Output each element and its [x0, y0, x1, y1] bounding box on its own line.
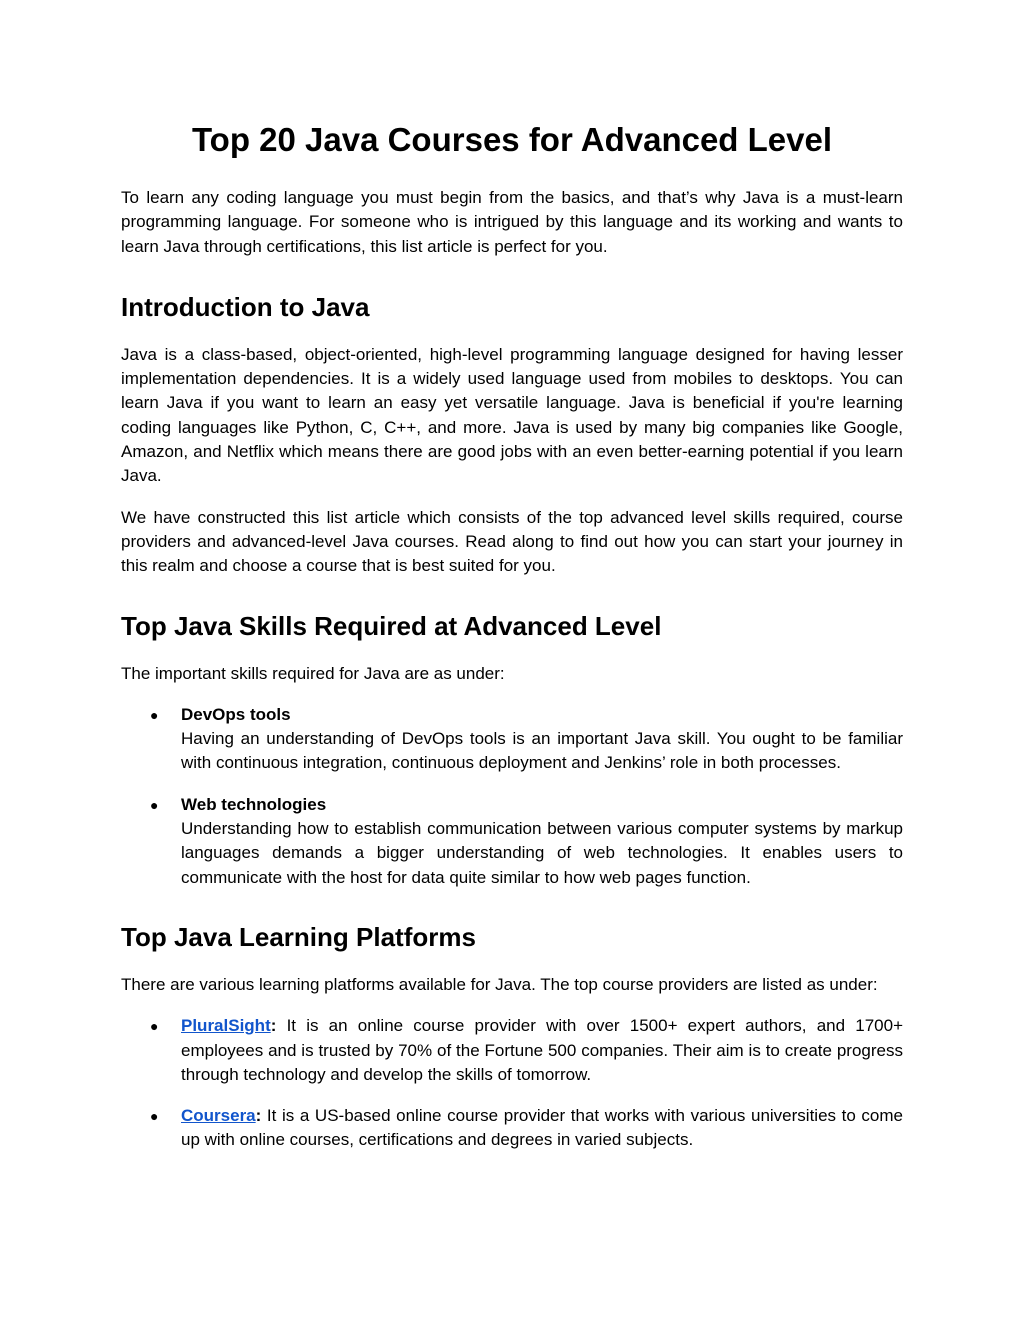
- coursera-description: It is a US-based online course provider that works with various universities to come up with online courses, certifications and degrees in varied subjects.: [181, 1106, 903, 1150]
- intro-java-paragraph-2: We have constructed this list article which consists of the top advanced level skills required, course providers and advanced-level Java courses. Read along to find out how you can start your journey in this realm and choose a course that is best suited for you.: [121, 507, 903, 576]
- heading-platforms: Top Java Learning Platforms: [121, 921, 476, 952]
- page-title: Top 20 Java Courses for Advanced Level: [191, 121, 833, 158]
- skill-body-devops: Having an understanding of DevOps tools is an important Java skill. You ought to be familiar with continuous integration, continuous deployment and Jenkins’ role in both processes.: [181, 729, 903, 773]
- document-page: [121, 118, 903, 1153]
- bullet-icon: ●: [150, 796, 159, 813]
- bullet-icon: ●: [150, 1108, 159, 1125]
- intro-java-paragraph-1: Java is a class-based, object-oriented, high-level programming language designed for having lesser implementation dependencies. It is a widely used language used from mobiles to desktops. You can learn Java if you want to learn an easy yet versatile language. Java is beneficial if you're learning coding languages like Python, C, C++, and more. Java is used by many big companies like Google, Amazon, and Netflix which means there are good jobs with an even better-earning potential if you learn Java.: [121, 344, 903, 486]
- pluralsight-description: It is an online course provider with over 1500+ expert authors, and 1700+ employees and is trusted by 70% of the Fortune 500 companies. Their aim is to create progress through technology and develop the skills of tomorrow.: [181, 1016, 903, 1084]
- coursera-link[interactable]: Coursera: [181, 1106, 256, 1126]
- heading-skills: Top Java Skills Required at Advanced Level: [121, 610, 662, 641]
- list-item: [121, 793, 903, 890]
- skills-list: [121, 703, 903, 890]
- bullet-icon: ●: [150, 706, 159, 723]
- skill-body-web: Understanding how to establish communication between various computer systems by markup languages demands a bigger understanding of web technologies. It enables users to communicate with the host for data quite similar to how web pages function.: [181, 819, 903, 887]
- list-item: [121, 1104, 903, 1153]
- pluralsight-link[interactable]: PluralSight: [181, 1016, 271, 1036]
- heading-introduction: Introduction to Java: [121, 291, 370, 322]
- skill-title-devops: DevOps tools: [181, 704, 291, 724]
- coursera-colon: :: [255, 1106, 262, 1126]
- skill-title-web: Web technologies: [181, 794, 327, 814]
- platforms-list: [121, 1014, 903, 1152]
- platforms-lead: There are various learning platforms available for Java. The top course providers are listed as under:: [121, 974, 878, 994]
- bullet-icon: ●: [150, 1018, 159, 1035]
- pluralsight-colon: :: [270, 1016, 277, 1036]
- list-item: [121, 1014, 903, 1087]
- list-item: [121, 703, 903, 776]
- skills-lead: The important skills required for Java are as under:: [121, 663, 505, 683]
- intro-paragraph: To learn any coding language you must begin from the basics, and that’s why Java is a must-learn programming language. For someone who is intrigued by this language and its working and wants to learn Java through certifications, this list article is perfect for you.: [121, 188, 903, 256]
